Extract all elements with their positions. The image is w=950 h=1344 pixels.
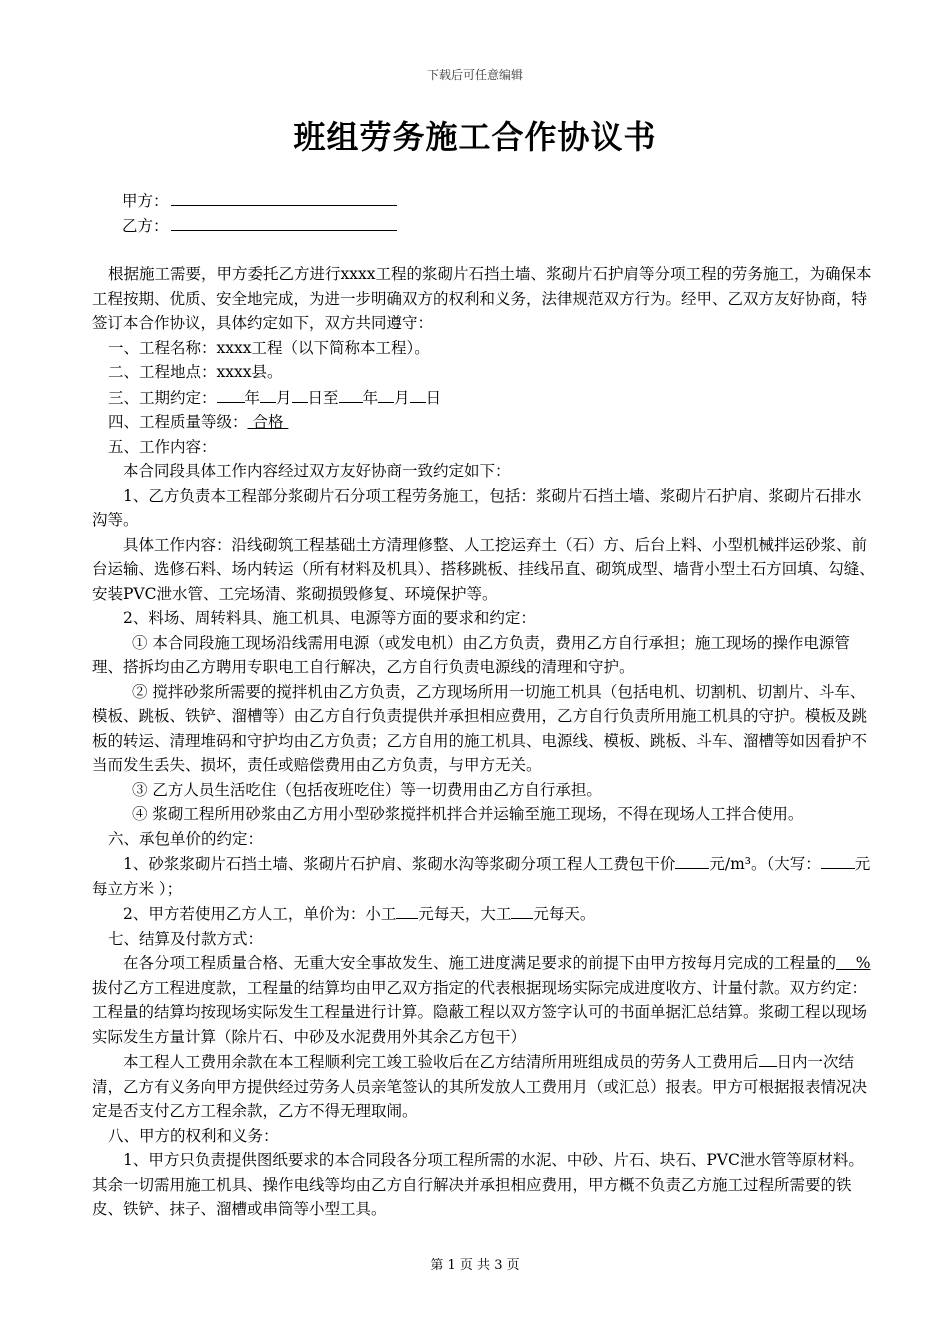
party-a-blank xyxy=(171,189,397,206)
section-6-heading: 六、承包单价的约定： xyxy=(108,829,264,848)
section-8-heading: 八、甲方的权利和义务： xyxy=(108,1126,279,1145)
section-2-project-location: 二、工程地点：xxxx县。 xyxy=(108,363,283,381)
section-5-intro: 本合同段具体工作内容经过双方友好协商一致约定如下： xyxy=(123,462,511,480)
section-1-project-name: 一、工程名称：xxxx工程（以下简称本工程）。 xyxy=(108,338,430,357)
section-7-paragraph-1: 在各分项工程质量合格、无重大安全事故发生、施工进度满足要求的前提下由甲方按每月完成的工程量的 %拔付乙方工程进度款，工程量的结算均由甲乙双方指定的代表根据现场实际完成进度收方、计量付款。双方约定：工程量的结算均按现场实际发生工程量进行计算。隐蔽工程以双方签字认可的书面单据汇总结算。浆砌工程以现场实际发生方量计算（除片石、中砂及水泥费用外其余乙方包干） xyxy=(92,954,871,1046)
page-footer: 第 1 页 共 3 页 xyxy=(430,1258,520,1273)
section-5-clause-1: ① 本合同段施工现场沿线需用电源（或发电机）由乙方负责，费用乙方自行承担；施工现场的操作电源管理、搭拆均由乙方聘用专职电工自行解决，乙方自行负责电源线的清理和守护。 xyxy=(92,633,850,676)
header-note: 下载后可任意编辑 xyxy=(426,68,523,82)
section-5-clause-4: ④ 浆砌工程所用砂浆由乙方用小型砂浆搅拌机拌合并运输至施工现场，不得在现场人工拌合使用。 xyxy=(132,805,804,823)
payment-percent-blank: % xyxy=(855,954,871,972)
section-6-item-1: 1、砂浆浆砌片石挡土墙、浆砌片石护肩、浆砌水沟等浆砌分项工程人工费包干价 元/m³。（大写： 元每立方米 ）； xyxy=(92,851,876,901)
intro-paragraph: 根据施工需要，甲方委托乙方进行xxxx工程的浆砌片石挡土墙、浆砌片石护肩等分项工程的劳务施工，为确保本工程按期、优质、安全地完成，为进一步明确双方的权利和义务，法律规范双方行为。经甲、乙双方友好协商，特签订本合作协议，具体约定如下，双方共同遵守： xyxy=(92,265,872,332)
party-b-line xyxy=(122,214,397,236)
section-5-work-details: 具体工作内容：沿线砌筑工程基础土方清理修整、人工挖运弃土（石）方、后台上料、小型机械拌运砂浆、前台运输、选修石料、场内转运（所有材料及机具）、搭移跳板、挂线吊直、砌筑成型、墙背小型土石方回填、勾缝、安装PVC泄水管、工完场清、浆砌损毁修复、环境保护等。 xyxy=(92,535,875,603)
section-8-item-1: 1、甲方只负责提供图纸要求的本合同段各分项工程所需的水泥、中砂、片石、块石、PVC泄水管等原材料。其余一切需用施工机具、操作电线等均由乙方自行解决并承担相应费用，甲方概不负责乙方施工过程所需要的铁皮、铁铲、抹子、溜槽或串筒等小型工具。 xyxy=(92,1151,864,1218)
section-5-clause-3: ③ 乙方人员生活吃住（包括夜班吃住）等一切费用由乙方自行承担。 xyxy=(132,780,602,799)
section-5-item-1: 1、乙方负责本工程部分浆砌片石分项工程劳务施工，包括：浆砌片石挡土墙、浆砌片石护肩、浆砌片石排水沟等。 xyxy=(92,486,862,529)
section-5-heading: 五、工作内容： xyxy=(108,437,217,456)
section-5-item-2: 2、料场、周转料具、施工机具、电源等方面的要求和约定： xyxy=(123,609,536,627)
section-7-heading: 七、结算及付款方式： xyxy=(108,929,264,948)
section-5-clause-2: ② 搅拌砂浆所需要的搅拌机由乙方负责，乙方现场所用一切施工机具（包括电机、切割机、切割片、斗车、模板、跳板、铁铲、溜槽等）由乙方自行负责提供并承担相应费用，乙方自行负责所用施工机具的守护。模板及跳板的转运、清理堆码和守护均由乙方负责；乙方自用的施工机具、电源线、模板、跳板、斗车、溜槽等如因看护不当而发生丢失、损坏，责任或赔偿费用由乙方负责，与甲方无关。 xyxy=(92,682,868,774)
section-6-item-2: 2、甲方若使用乙方人工，单价为：小工 元每天，大工 元每天。 xyxy=(92,901,876,927)
party-a-label: 甲方： xyxy=(122,192,169,210)
document-title: 班组劳务施工合作协议书 xyxy=(293,118,657,156)
agreement-body xyxy=(92,262,876,1222)
quality-grade-value: 合格 xyxy=(252,413,284,431)
party-b-blank xyxy=(171,214,397,231)
section-4-quality: 四、工程质量等级： 合格 xyxy=(92,410,876,435)
section-7-paragraph-2: 本工程人工费用余款在本工程顺利完工竣工验收后在乙方结清所用班组成员的劳务人工费用后 日内一次结清，乙方有义务向甲方提供经过劳务人员亲笔签认的其所发放人工费用月（或汇总）报表。甲方可根据报表情况决定是否支付乙方工程余款，乙方不得无理取闹。 xyxy=(92,1049,876,1124)
party-b-label: 乙方： xyxy=(122,217,169,235)
section-3-schedule: 三、工期约定： 年 月 日至 年 月 日 xyxy=(92,385,876,411)
party-a-line xyxy=(122,189,397,211)
